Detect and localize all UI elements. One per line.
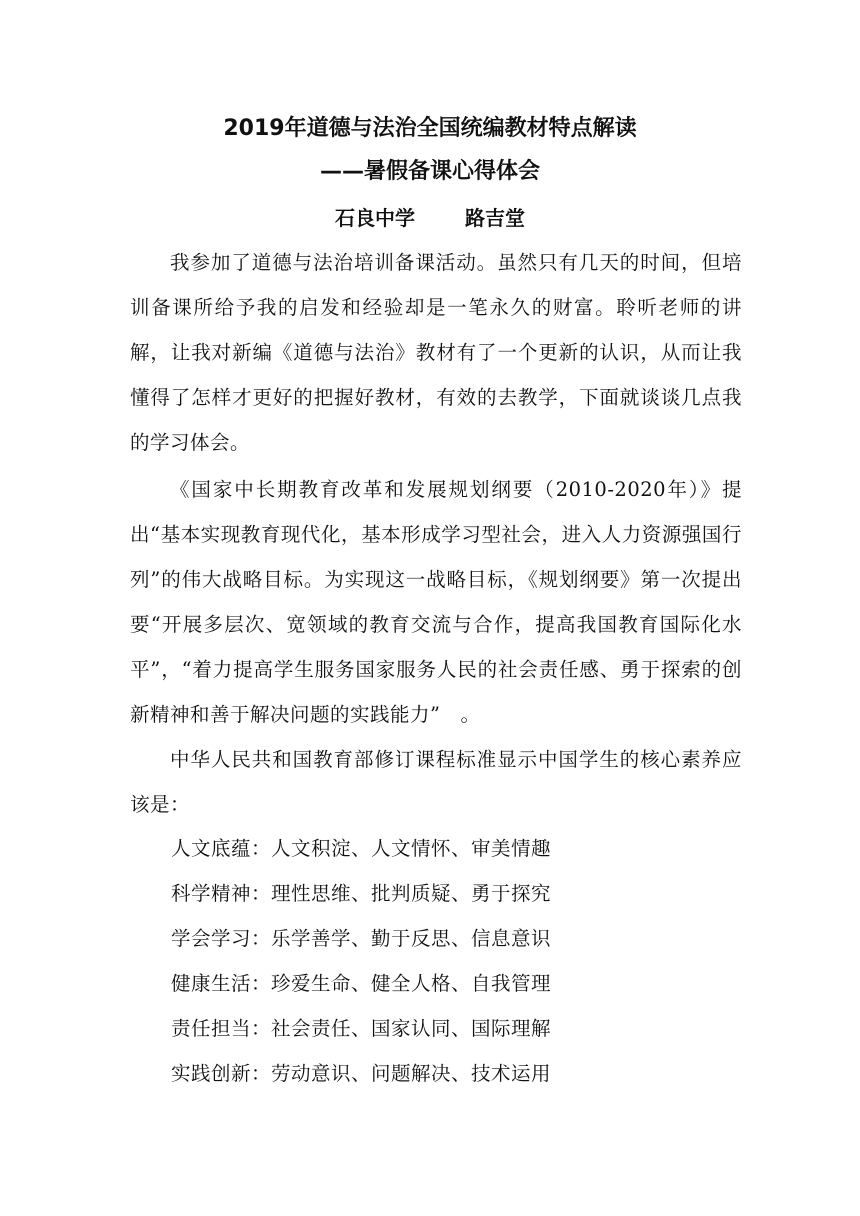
school-name: 石良中学 bbox=[335, 206, 415, 230]
paragraph-core-literacy: 中华人民共和国教育部修订课程标准显示中国学生的核心素养应该是： bbox=[130, 748, 742, 816]
list-item: 科学精神：理性思维、批判质疑、勇于探究 bbox=[171, 882, 552, 905]
paragraph-outline: 《国家中长期教育改革和发展规划纲要（2010-2020年）》提出“基本实现教育现代化，基本形成学习型社会，进入人力资源强国行列”的伟大战略目标。为实现这一战略目标，《规划纲要》第一次提出要“开展多层次、宽领域的教育交流与合作，提高我国教育国际化水平”，“着力提高学生服务国家服务人民的社会责任感、勇于探索的创新精神和善于解决问题的实践能力” 。 bbox=[130, 478, 742, 726]
list-item: 人文底蕴：人文积淀、人文情怀、审美情趣 bbox=[171, 837, 552, 860]
list-item: 实践创新：劳动意识、问题解决、技术运用 bbox=[171, 1062, 552, 1085]
author-line bbox=[0, 203, 860, 233]
list-item: 学会学习：乐学善学、勤于反思、信息意识 bbox=[171, 927, 552, 950]
document-title: 2019年道德与法治全国统编教材特点解读 bbox=[223, 116, 637, 141]
list-item: 责任担当：社会责任、国家认同、国际理解 bbox=[171, 1017, 552, 1040]
paragraph-intro: 我参加了道德与法治培训备课活动。虽然只有几天的时间，但培训备课所给予我的启发和经验却是一笔永久的财富。聆听老师的讲解，让我对新编《道德与法治》教材有了一个更新的认识，从而让我懂得了怎样才更好的把握好教材，有效的去教学，下面就谈谈几点我的学习体会。 bbox=[130, 251, 742, 454]
core-literacy-list bbox=[171, 826, 551, 1096]
list-item: 健康生活：珍爱生命、健全人格、自我管理 bbox=[171, 972, 552, 995]
document-subtitle: ——暑假备课心得体会 bbox=[319, 159, 540, 184]
author-name: 路吉堂 bbox=[465, 206, 525, 230]
